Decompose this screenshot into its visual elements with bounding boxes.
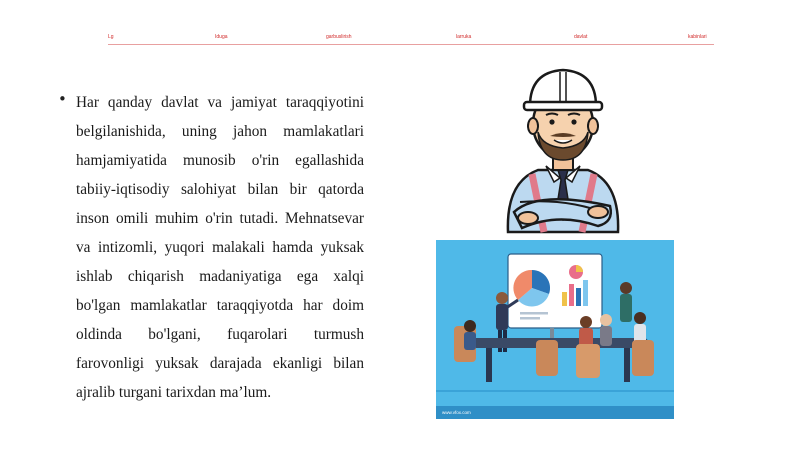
header-item: kabinlari — [688, 34, 707, 40]
bullet-icon: • — [58, 90, 67, 108]
header-item: Iduga — [215, 34, 228, 40]
header-strip — [108, 30, 714, 45]
body-text: Har qanday davlat va jamiyat taraqqiyotini belgilanishida, uning jahon mamlakatlari hamjamiyatida munosib o'rin egallashida tabiiy-iqtisodiy salohiyat bilan bir qatorda inson omili muhim o'rin tutadi. Mehnatsevar va intizomli, yuqori malakali hamda yuksak ishlab chiqarish madaniyatiga ega xalqi bo'lgan mamlakatlar taraqqiyotda har doim oldinda bo'lgani, fuqarolari turmush farovonligi yuksak darajada ekanligi bilan ajralib turgani tarixdan ma’lum. — [76, 94, 364, 401]
header-item: larruka — [456, 34, 472, 40]
business-meeting-illustration — [436, 240, 674, 419]
header-item: garbuslirish — [326, 34, 352, 40]
header-item: davlat — [574, 34, 588, 40]
watermark-text: www.vfox.com — [442, 410, 471, 415]
header-item: Lg — [108, 34, 114, 40]
construction-worker-illustration — [498, 62, 628, 236]
